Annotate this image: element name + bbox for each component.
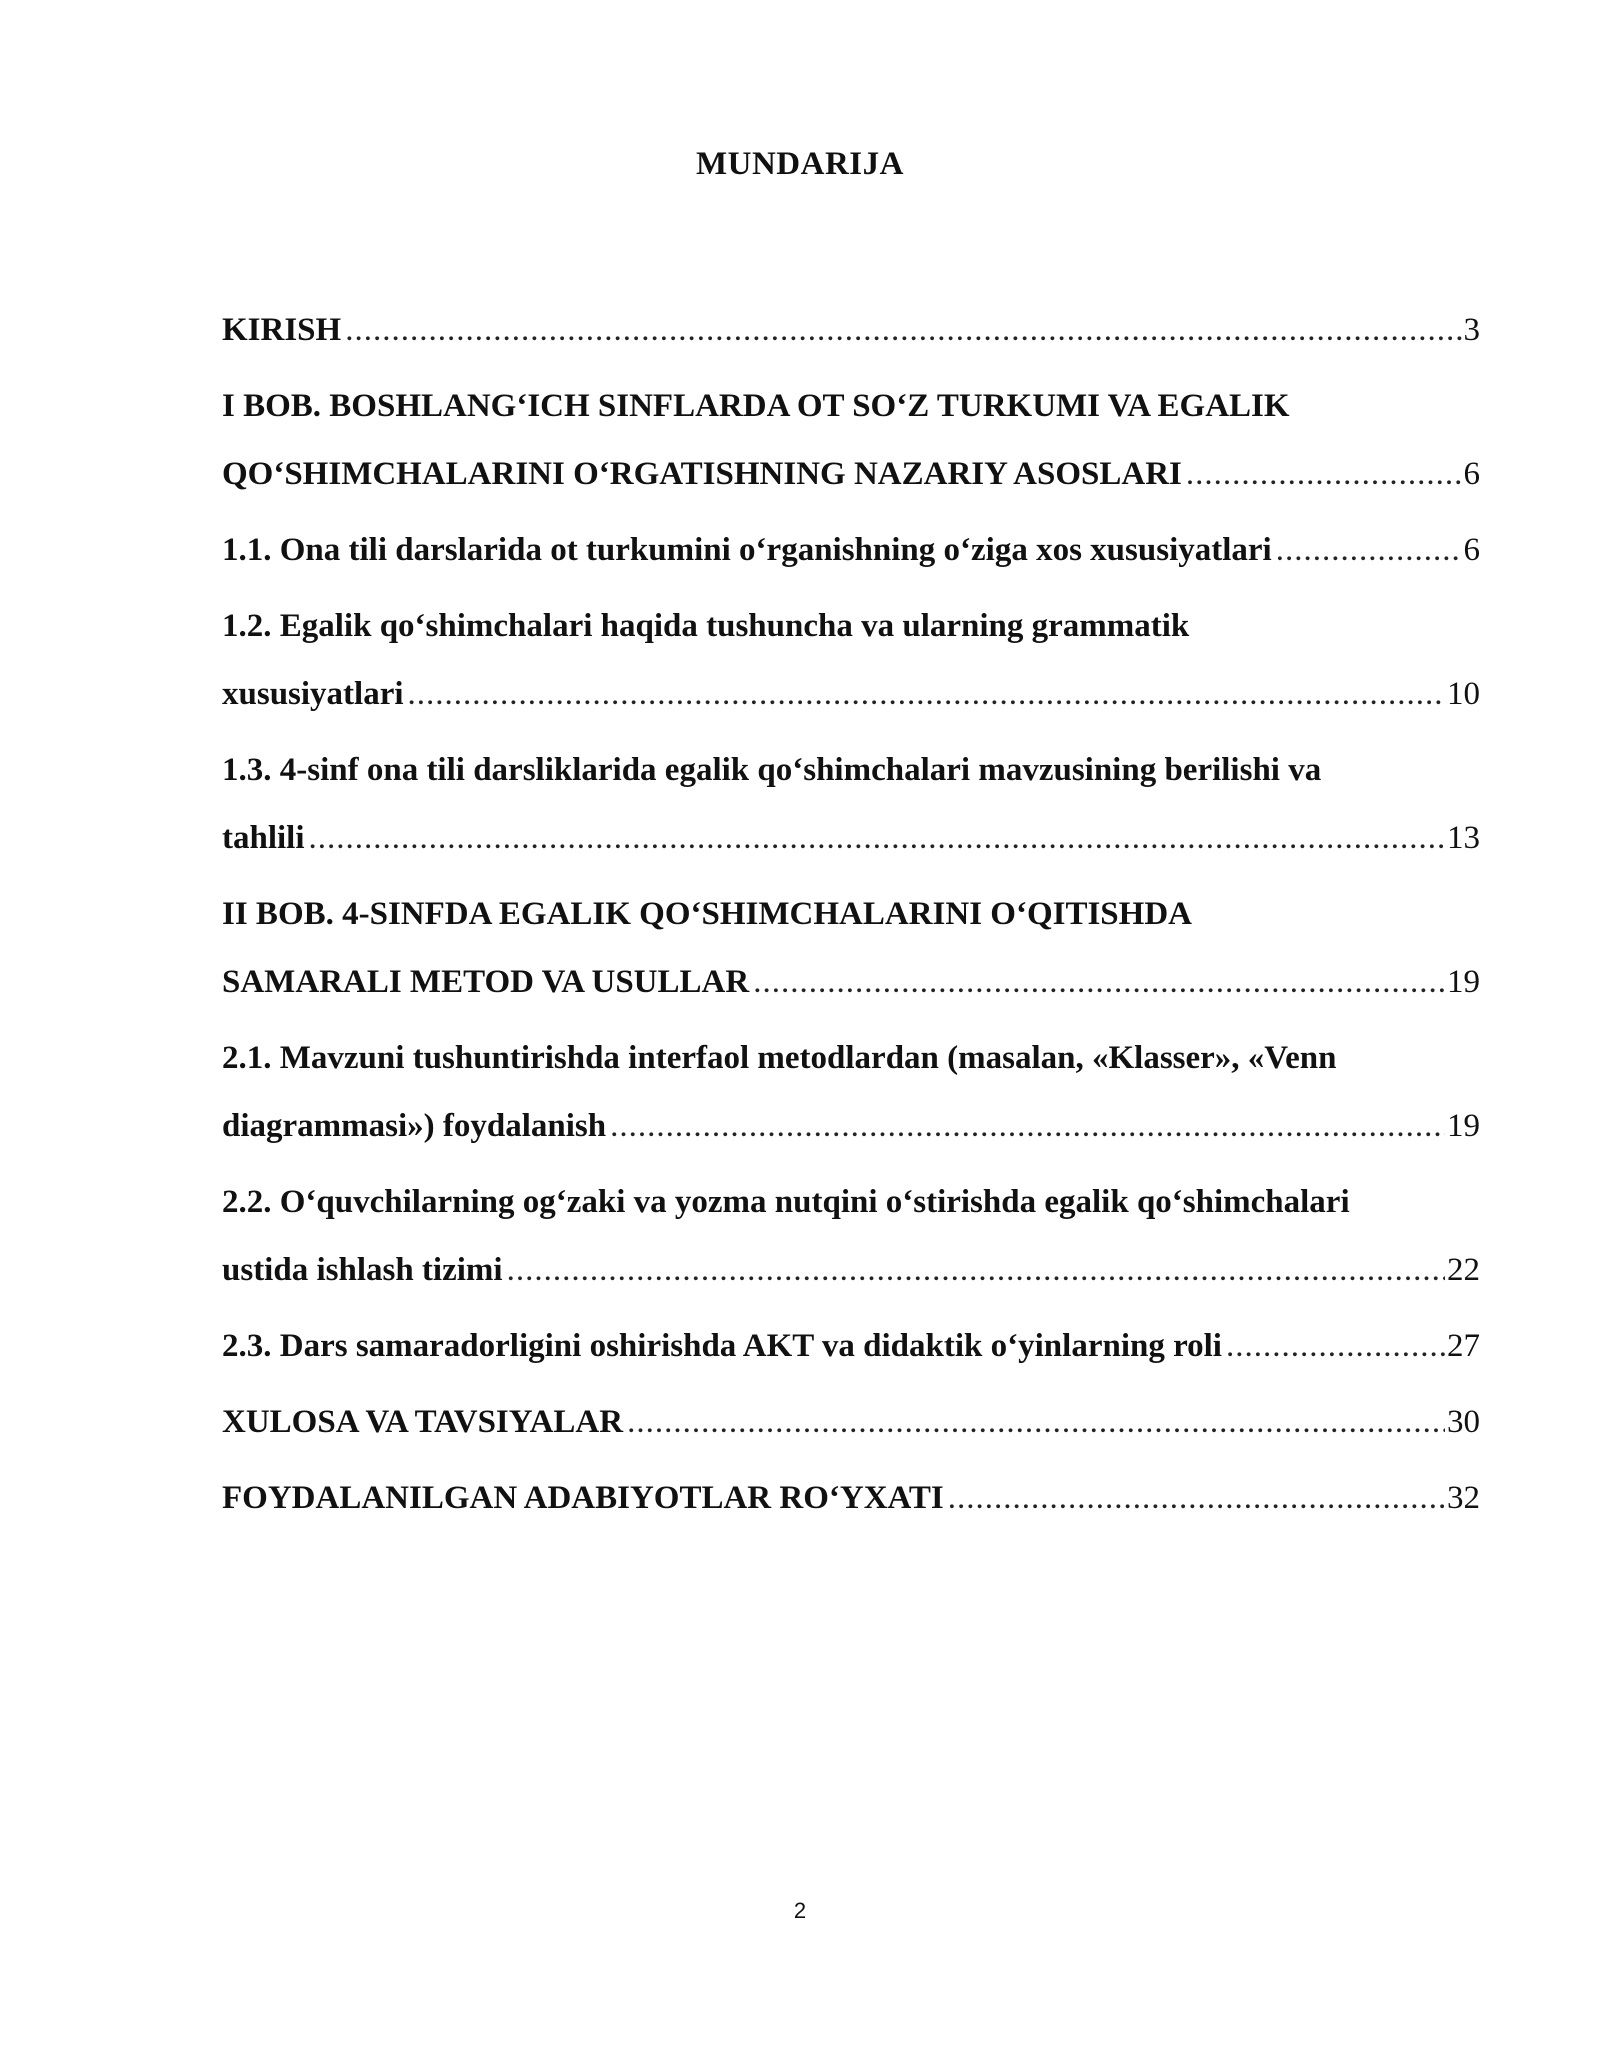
toc-entry-title-line: 1.3. 4-sinf ona tili darsliklarida egalik qo‘shimchalari mavzusining berilishi va bbox=[222, 752, 1322, 788]
dot-leader bbox=[1276, 516, 1462, 584]
toc-entry-section-2-3[interactable] bbox=[222, 1312, 1480, 1380]
toc-entry-title-line: I BOB. BOSHLANG‘ICH SINFLARDA OT SO‘Z TURKUMI VA EGALIK bbox=[222, 388, 1290, 424]
toc-entry-title: diagrammasi») foydalanish bbox=[222, 1108, 607, 1144]
toc-entry-section-1-1[interactable] bbox=[222, 516, 1480, 584]
page-number: 2 bbox=[793, 1898, 807, 1923]
toc-entry-chapter-1[interactable] bbox=[222, 372, 1480, 508]
dot-leader bbox=[627, 1388, 1445, 1456]
toc-page-number: 6 bbox=[1463, 532, 1480, 568]
toc-page-number: 13 bbox=[1447, 820, 1480, 856]
toc-entry-title: FOYDALANILGAN ADABIYOTLAR RO‘YXATI bbox=[222, 1480, 944, 1516]
toc-page-number: 19 bbox=[1447, 1108, 1480, 1144]
page-title: MUNDARIJA bbox=[696, 146, 904, 182]
toc-page-number: 10 bbox=[1447, 676, 1480, 712]
toc-entry-title: KIRISH bbox=[222, 312, 342, 348]
toc-entry-section-1-2[interactable] bbox=[222, 592, 1480, 728]
toc-entry-title: xususiyatlari bbox=[222, 676, 404, 712]
toc-page-number: 3 bbox=[1463, 312, 1480, 348]
toc-page-number: 6 bbox=[1463, 456, 1480, 492]
toc-entry-title: SAMARALI METOD VA USULLAR bbox=[222, 964, 750, 1000]
toc-entry-conclusion[interactable] bbox=[222, 1388, 1480, 1456]
dot-leader bbox=[408, 660, 1445, 728]
dot-leader bbox=[1226, 1312, 1445, 1380]
dot-leader bbox=[1186, 440, 1462, 508]
toc-entry-section-2-1[interactable] bbox=[222, 1024, 1480, 1160]
dot-leader bbox=[753, 948, 1445, 1016]
toc-entry-kirish[interactable] bbox=[222, 296, 1480, 364]
toc-entry-section-2-2[interactable] bbox=[222, 1168, 1480, 1304]
toc-entry-title: QO‘SHIMCHALARINI O‘RGATISHNING NAZARIY ASOSLARI bbox=[222, 456, 1182, 492]
toc-entry-title: XULOSA VA TAVSIYALAR bbox=[222, 1404, 624, 1440]
dot-leader bbox=[309, 804, 1445, 872]
dot-leader bbox=[948, 1464, 1445, 1532]
toc-entry-chapter-2[interactable] bbox=[222, 880, 1480, 1016]
dot-leader bbox=[507, 1236, 1445, 1304]
toc-page-number: 22 bbox=[1447, 1252, 1480, 1288]
toc-entry-title-line: 2.1. Mavzuni tushuntirishda interfaol metodlardan (masalan, «Klasser», «Venn bbox=[222, 1040, 1337, 1076]
toc-entry-title-line: II BOB. 4-SINFDA EGALIK QO‘SHIMCHALARINI O‘QITISHDA bbox=[222, 896, 1192, 932]
toc-entry-title: 2.3. Dars samaradorligini oshirishda AKT va didaktik o‘yinlarning roli bbox=[222, 1328, 1222, 1364]
toc-entry-title-line: 1.2. Egalik qo‘shimchalari haqida tushuncha va ularning grammatik bbox=[222, 608, 1190, 644]
toc-entry-section-1-3[interactable] bbox=[222, 736, 1480, 872]
toc-entry-title: 1.1. Ona tili darslarida ot turkumini o‘rganishning o‘ziga xos xususiyatlari bbox=[222, 532, 1272, 568]
dot-leader bbox=[345, 296, 1461, 364]
toc-page-number: 30 bbox=[1447, 1404, 1480, 1440]
toc-page-number: 32 bbox=[1447, 1480, 1480, 1516]
dot-leader bbox=[610, 1092, 1445, 1160]
toc-entry-title: ustida ishlash tizimi bbox=[222, 1252, 503, 1288]
toc-entry-title: tahlili bbox=[222, 820, 305, 856]
toc-entry-references[interactable] bbox=[222, 1464, 1480, 1532]
toc-entry-title-line: 2.2. O‘quvchilarning og‘zaki va yozma nutqini o‘stirishda egalik qo‘shimchalari bbox=[222, 1184, 1350, 1220]
toc-page-number: 19 bbox=[1447, 964, 1480, 1000]
toc-page-number: 27 bbox=[1447, 1328, 1480, 1364]
table-of-contents bbox=[222, 296, 1480, 1540]
